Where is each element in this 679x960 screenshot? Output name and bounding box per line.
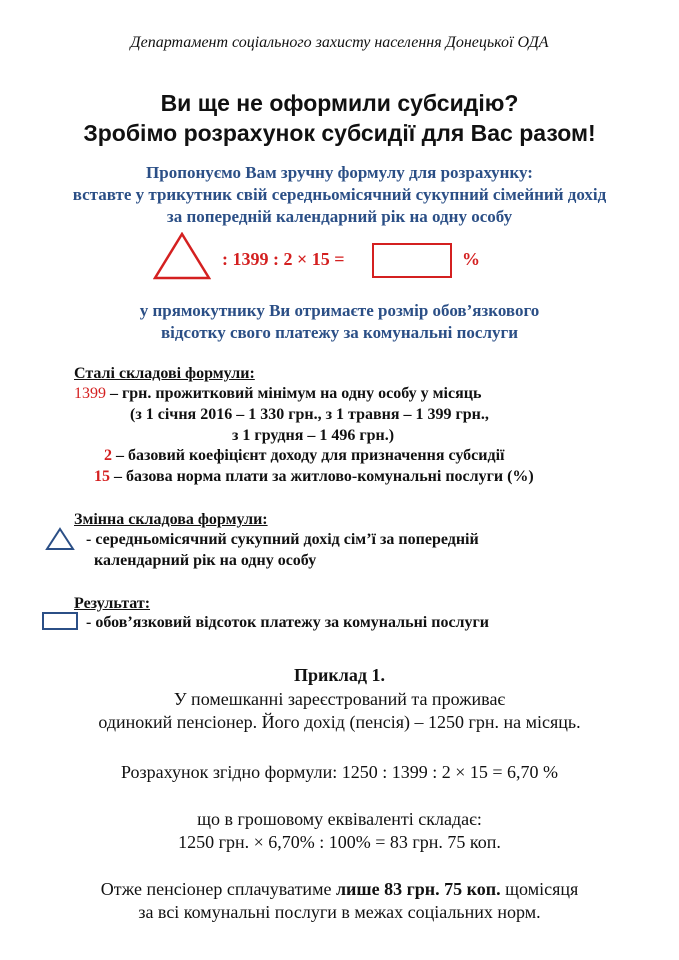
constant-1399-note-1: (з 1 січня 2016 – 1 330 грн., з 1 травня – 1 399 грн., xyxy=(130,406,489,423)
constant-2-text: – базовий коефіцієнт доходу для призначення субсидії xyxy=(112,447,505,464)
example-equivalent-1: що в грошовому еквіваленті складає: xyxy=(197,809,482,829)
conclusion-prefix: Отже пенсіонер сплачуватиме xyxy=(100,879,336,899)
constant-1399-note-2: з 1 грудня – 1 496 грн.) xyxy=(232,427,395,444)
example-line-1: У помешканні зареєстрований та проживає xyxy=(173,689,506,709)
example-title: Приклад 1. xyxy=(294,665,385,685)
constant-15-value: 15 xyxy=(94,468,110,485)
department-header: Департамент соціального захисту населення Донецької ОДА xyxy=(130,34,549,51)
triangle-icon xyxy=(153,232,211,280)
constant-2-row xyxy=(104,446,504,466)
constant-2-value: 2 xyxy=(104,447,112,464)
small-rectangle-icon xyxy=(42,612,78,630)
variable-heading: Змінна складова формули: xyxy=(74,511,268,528)
intro-line-3: за попередній календарний рік на одну особу xyxy=(166,207,513,226)
result-rectangle-icon xyxy=(372,243,452,278)
variable-line-1: - середньомісячний сукупний дохід сім’ї за попередній xyxy=(86,531,479,548)
small-triangle-icon xyxy=(45,527,75,551)
intro-text xyxy=(0,162,679,228)
constant-1399-value: 1399 xyxy=(74,385,106,402)
example-equivalent-2: 1250 грн. × 6,70% : 100% = 83 грн. 75 коп. xyxy=(178,832,501,852)
constant-1399-text: – грн. прожитковий мінімум на одну особу у місяць xyxy=(106,385,482,402)
outro-line-1: у прямокутнику Ви отримаєте розмір обов’язкового xyxy=(139,301,540,320)
constant-1399-row xyxy=(74,384,481,404)
result-line-1: - обов’язковий відсоток платежу за комунальні послуги xyxy=(86,614,490,631)
variable-line-2: календарний рік на одну особу xyxy=(94,552,317,569)
page-title xyxy=(0,88,679,148)
result-heading: Результат: xyxy=(74,595,151,612)
conclusion-suffix: щомісяця xyxy=(500,879,579,899)
outro-line-2: відсотку свого платежу за комунальні послуги xyxy=(160,323,519,342)
title-line-1: Ви ще не оформили субсидію? xyxy=(160,90,519,116)
formula-percent: % xyxy=(462,249,480,269)
title-line-2: Зробімо розрахунок субсидії для Вас разом! xyxy=(83,120,596,146)
example-conclusion-1 xyxy=(0,878,679,900)
conclusion-amount: лише 83 грн. 75 коп. xyxy=(335,879,501,899)
example-conclusion-2: за всі комунальні послуги в межах соціальних норм. xyxy=(138,902,541,922)
outro-text xyxy=(0,300,679,344)
constant-15-row xyxy=(94,467,534,487)
constants-heading: Сталі складові формули: xyxy=(74,365,255,382)
example-calculation: Розрахунок згідно формули: 1250 : 1399 : 2 × 15 = 6,70 % xyxy=(120,762,559,782)
example-line-2: одинокий пенсіонер. Його дохід (пенсія) – 1250 грн. на місяць. xyxy=(98,712,581,732)
intro-line-2: вставте у трикутник свій середньомісячний сукупний сімейний дохід xyxy=(72,185,607,204)
formula-expression: : 1399 : 2 × 15 = xyxy=(222,249,345,269)
intro-line-1: Пропонуємо Вам зручну формулу для розрахунку: xyxy=(146,163,533,182)
constant-15-text: – базова норма плати за житлово-комунальні послуги (%) xyxy=(110,468,534,485)
